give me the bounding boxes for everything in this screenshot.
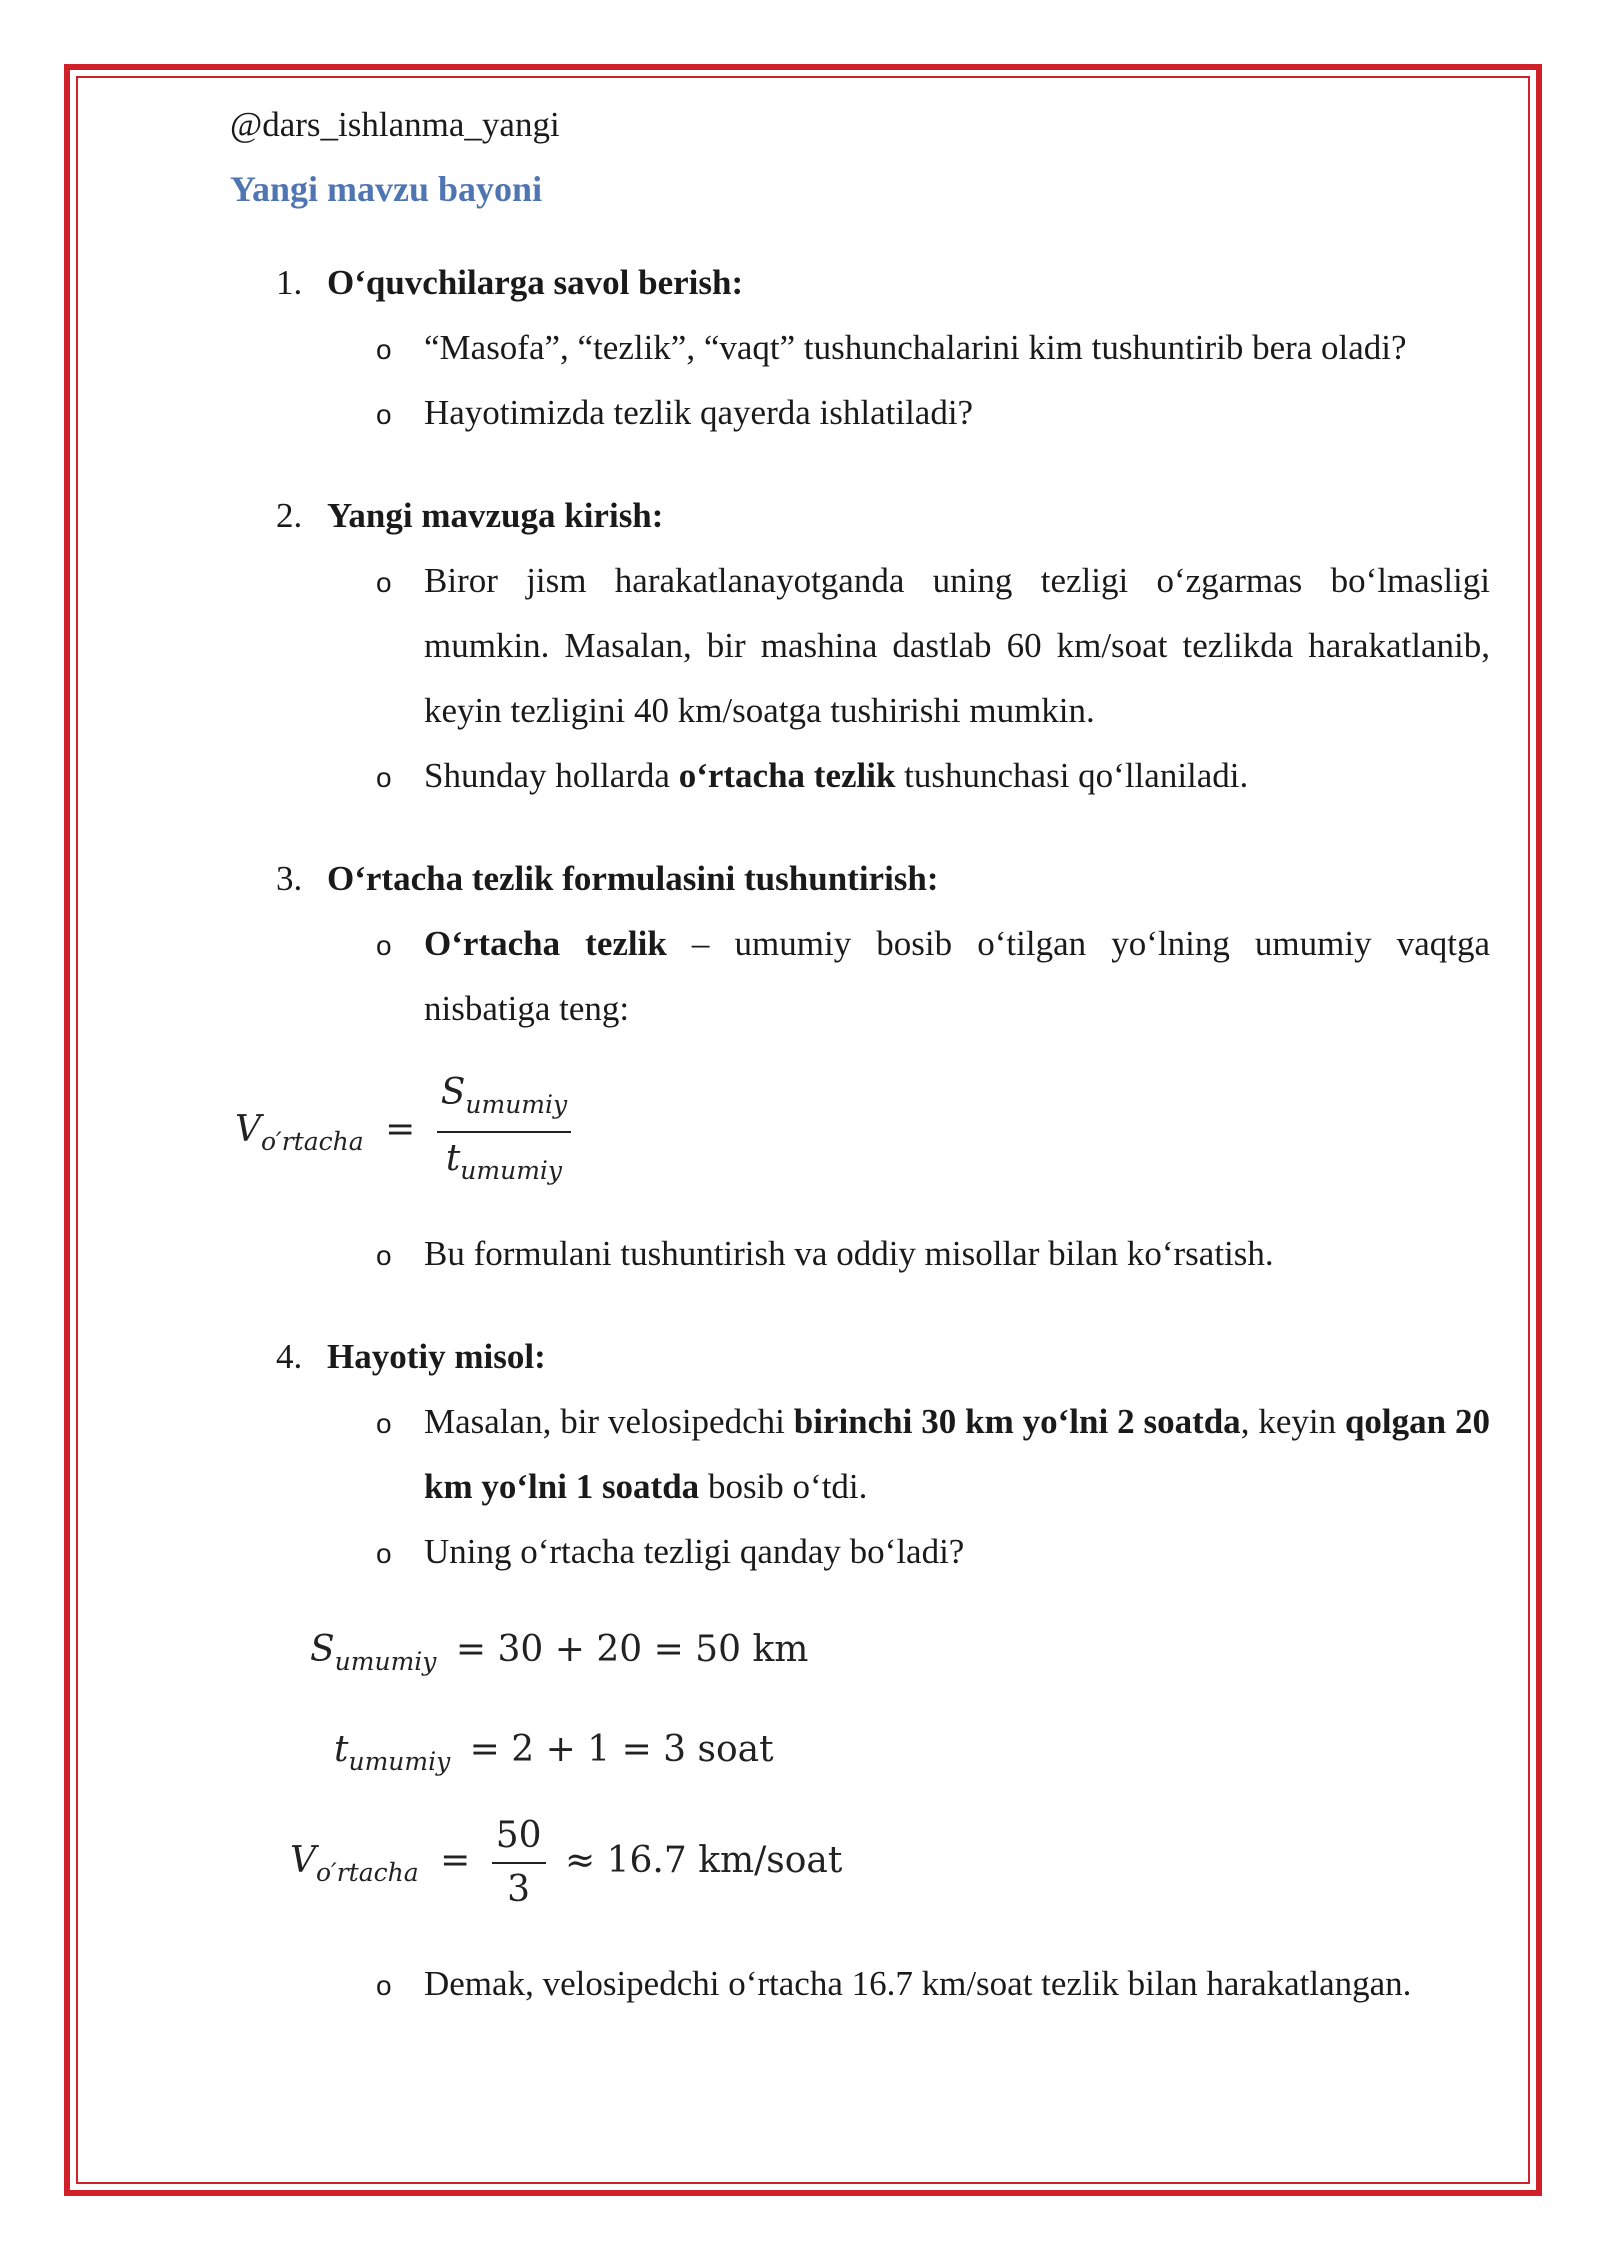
list-item <box>230 1389 1490 1519</box>
section-title-text: O‘rtacha tezlik formulasini tushuntirish: <box>327 859 939 898</box>
calc-line-time <box>334 1706 1490 1806</box>
calculation-block <box>230 1606 1490 1917</box>
list-item: o “Masofa”, “tezlik”, “vaqt” tushunchalarini kim tushuntirib bera oladi? <box>230 315 1490 380</box>
list-item: o Demak, velosipedchi o‘rtacha 16.7 km/soat tezlik bilan harakatlangan. <box>230 1951 1490 2016</box>
section-number: 4. <box>276 1337 303 1376</box>
calc-line-speed <box>290 1810 1490 1917</box>
section-title <box>230 483 1490 548</box>
formula-var: S <box>440 1072 466 1113</box>
formula-equals: = <box>440 1840 471 1881</box>
bullet-list <box>230 548 1490 808</box>
text-run: Masalan, bir velosipedchi <box>424 1402 794 1441</box>
section-title <box>230 1324 1490 1389</box>
formula-subscript: umumiy <box>348 1747 451 1776</box>
list-item: o Hayotimizda tezlik qayerda ishlatiladi? <box>230 380 1490 445</box>
formula-rhs: = 2 + 1 = 3 soat <box>469 1729 774 1770</box>
text-run: tushunchasi qo‘llaniladi. <box>895 756 1249 795</box>
section-1 <box>230 250 1490 445</box>
formula-var: V <box>235 1109 261 1150</box>
list-item <box>230 911 1490 1041</box>
formula-fraction <box>492 1810 546 1916</box>
formula-equals: = <box>385 1109 416 1150</box>
average-speed-formula <box>235 1067 1490 1197</box>
formula-subscript: umumiy <box>334 1647 437 1676</box>
bold-term: birinchi 30 km yo‘lni 2 soatda <box>793 1402 1241 1441</box>
bullet-list <box>230 1221 1490 1286</box>
formula-subscript: o′rtacha <box>316 1858 419 1887</box>
section-number: 3. <box>276 859 303 898</box>
section-2 <box>230 483 1490 808</box>
calc-line-distance <box>310 1606 1490 1706</box>
list-item: o Biror jism harakatlanayotganda uning tezligi o‘zgarmas bo‘lmasligi mumkin. Masalan, bir mashina dastlab 60 km/soat tezlikda harakatlanib, keyin tezligini 40 km/soatga tushirishi mumkin. <box>230 548 1490 743</box>
fraction-numerator: 50 <box>492 1810 546 1864</box>
formula-fraction <box>437 1067 571 1197</box>
section-title <box>230 846 1490 911</box>
formula-subscript: umumiy <box>465 1090 568 1119</box>
fraction-numerator <box>437 1067 571 1133</box>
formula-rhs: = 30 + 20 = 50 km <box>455 1629 809 1670</box>
formula-var: t <box>334 1729 349 1770</box>
text-run: , keyin <box>1240 1402 1345 1441</box>
channel-handle: @dars_ishlanma_yangi <box>230 105 560 144</box>
document-body <box>230 92 1490 2016</box>
text-run: – umumiy bosib o‘tilgan yo‘lning umumiy vaqtga nisbatiga teng: <box>424 924 1490 1028</box>
bullet-list <box>230 911 1490 1041</box>
bullet-list <box>230 315 1490 445</box>
page-title: Yangi mavzu bayoni <box>230 169 543 209</box>
section-title-text: Hayotiy misol: <box>327 1337 546 1376</box>
section-4 <box>230 1324 1490 2016</box>
section-title <box>230 250 1490 315</box>
formula-subscript: umumiy <box>460 1156 563 1185</box>
section-number: 1. <box>276 263 303 302</box>
section-title-text: Yangi mavzuga kirish: <box>327 496 664 535</box>
list-item: o Bu formulani tushuntirish va oddiy misollar bilan ko‘rsatish. <box>230 1221 1490 1286</box>
bullet-list <box>230 1951 1490 2016</box>
bullet-list <box>230 1389 1490 1584</box>
bold-term: o‘rtacha tezlik <box>678 756 896 795</box>
formula-rhs: ≈ 16.7 km/soat <box>564 1840 843 1881</box>
list-item: o Uning o‘rtacha tezligi qanday bo‘ladi? <box>230 1519 1490 1584</box>
section-title-text: O‘quvchilarga savol berish: <box>327 263 744 302</box>
bold-term: O‘rtacha tezlik <box>424 924 667 963</box>
formula-var: V <box>290 1840 316 1881</box>
text-run: bosib o‘tdi. <box>699 1467 868 1506</box>
bold-term: qolgan 20 km yo‘lni 1 soatda <box>424 1402 1490 1506</box>
fraction-denominator <box>437 1133 571 1197</box>
formula-var: S <box>310 1629 335 1670</box>
list-item <box>230 743 1490 808</box>
section-3 <box>230 846 1490 1286</box>
formula-subscript: o′rtacha <box>261 1127 364 1156</box>
text-run: Shunday hollarda <box>424 756 679 795</box>
section-number: 2. <box>276 496 303 535</box>
formula-var: t <box>445 1138 461 1179</box>
fraction-denominator: 3 <box>507 1869 531 1910</box>
